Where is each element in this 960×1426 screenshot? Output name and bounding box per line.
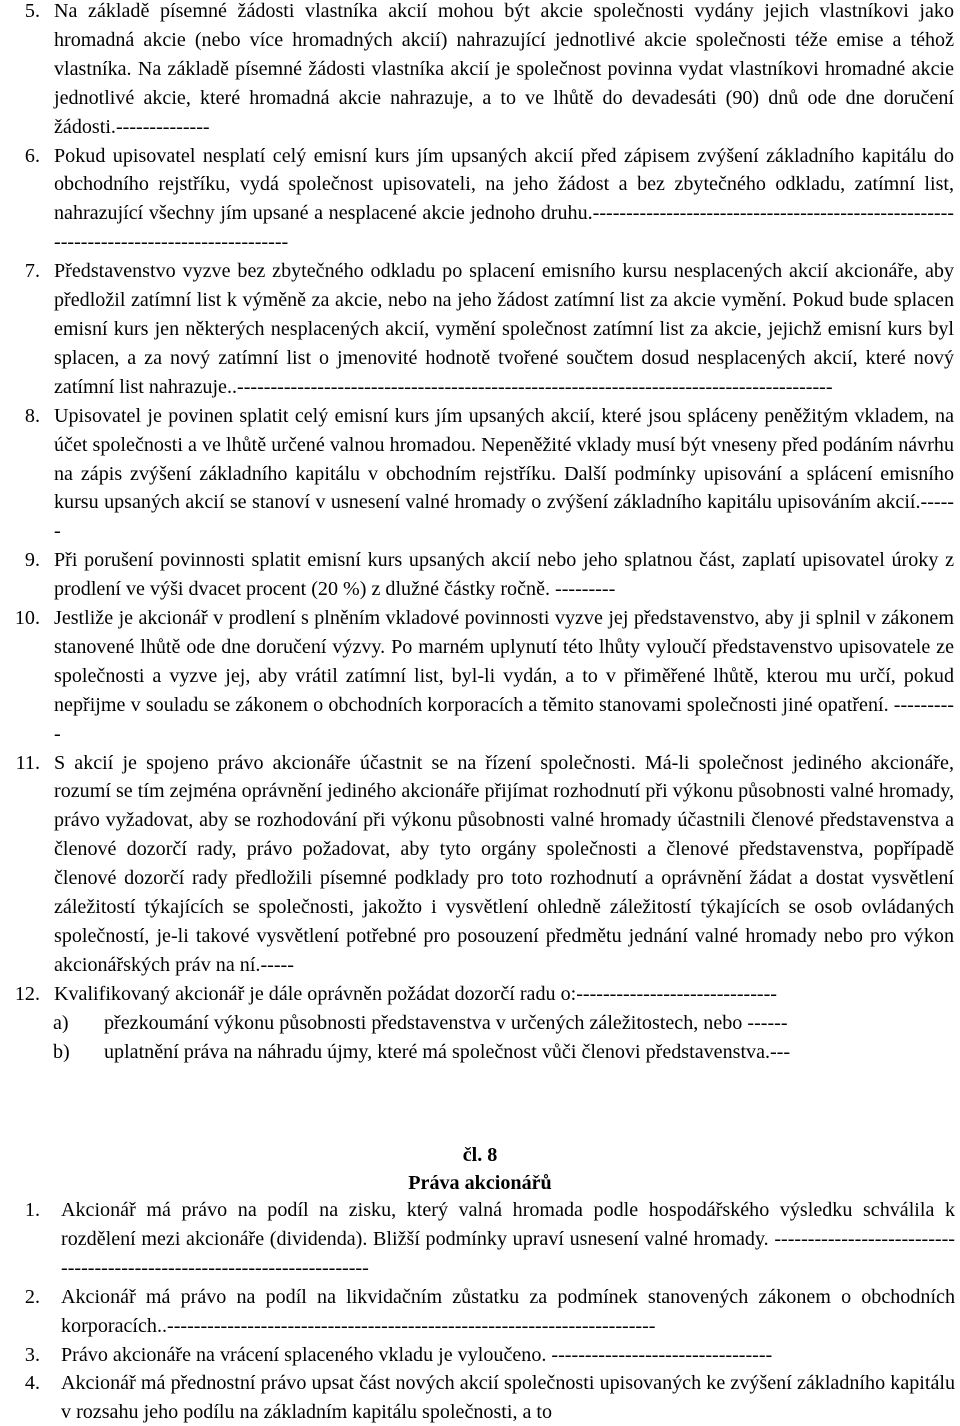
subitem-a xyxy=(53,1009,957,1038)
paragraph-number: 11. xyxy=(15,751,40,774)
subitem-b xyxy=(53,1038,957,1067)
subitem-text: přezkoumání výkonu působnosti představenstva v určených záležitostech, nebo ------ xyxy=(104,1011,788,1034)
paragraph-6 xyxy=(0,142,960,258)
paragraph-3 xyxy=(0,1341,960,1370)
subitem-text: uplatnění práva na náhradu újmy, které má společnost vůči členovi představenstva.--- xyxy=(104,1040,791,1063)
paragraph-text: Na základě písemné žádosti vlastníka akcií mohou být akcie společnosti vydány jejich vlastníkovi jako hromadná akcie (nebo více hromadných akcií) nahrazující jednotlivé akcie společnosti téže emise a téhož vlastníka. Na základě písemné žádosti vlastníka akcií je společnost povinna vydat vlastníkovi hromadné akcie jednotlivé akcie, které hromadná akcie nahrazuje, a to ve lhůtě do devadesáti (90) dnů ode dne doručení žádosti.-------------- xyxy=(54,0,954,138)
paragraph-2 xyxy=(0,1283,960,1341)
article-8-paragraphs xyxy=(0,1196,960,1426)
paragraph-text: Upisovatel je povinen splatit celý emisní kurs jím upsaných akcií, které jsou spláceny peněžitým vkladem, na účet společnosti a ve lhůtě určené valnou hromadou. Nepeněžité vklady musí být vneseny před podáním návrhu na zápis zvýšení základního kapitálu v obchodním rejstříku. Další podmínky upisování a splácení emisního kursu upsaných akcií se stanoví v usnesení valné hromady o zvýšení základního kapitálu upisováním akcií.------ xyxy=(54,404,954,543)
paragraph-text: Jestliže je akcionář v prodlení s plněním vkladové povinnosti vyzve jej představenstvo, aby ji splnil v zákonem stanovené lhůtě ode dne doručení výzvy. Po marném uplynutí této lhůty vyloučí představenstvo upisovatele ze společnosti a vyzve jej, aby vrátil zatímní list, byl-li vydán, a to v přiměřené lhůtě, kterou mu určí, pokud nepřijme v souladu se zákonem o obchodních korporacích a těmito stanovami společnosti jiné opatření. ---------- xyxy=(54,607,954,745)
paragraph-number: 1. xyxy=(24,1199,40,1221)
paragraph-1 xyxy=(0,1196,960,1283)
paragraph-9 xyxy=(0,546,960,604)
paragraph-10 xyxy=(0,604,960,749)
paragraph-text: Akcionář má právo na podíl na zisku, který valná hromada podle hospodářského výsledku schválila k rozdělení mezi akcionáře (dividenda). Bližší podmínky upraví usnesení valné hromady. ------------------------------------------------------------------------- xyxy=(61,1199,955,1279)
paragraph-number: 10. xyxy=(14,607,40,630)
subitem-label: a) xyxy=(53,1011,69,1034)
paragraph-11 xyxy=(0,749,960,980)
paragraph-text: Právo akcionáře na vrácení splaceného vkladu je vyloučeno. --------------------------------- xyxy=(61,1343,773,1366)
paragraph-number: 6. xyxy=(24,144,40,167)
paragraph-number: 12. xyxy=(14,982,40,1005)
paragraph-7 xyxy=(0,257,960,402)
paragraph-4 xyxy=(0,1369,960,1426)
paragraph-text: S akcií je spojeno právo akcionáře účastnit se na řízení společnosti. Má-li společnost jediného akcionáře, rozumí se tím zejména oprávnění jediného akcionáře přijímat rozhodnutí při výkonu působnosti valné hromady, právo vyžadovat, aby se rozhodování při výkonu působnosti valné hromady účastnili členové představenstva a členové dozorčí rady, právo požadovat, aby tyto orgány společnosti a členové představenstva, popřípadě členové dozorčí rady předložili písemné podklady pro toto rozhodnutí a oprávnění žádat a dostat vysvětlení záležitostí týkajících se společnosti, jakožto i vysvětlení ohledně záležitostí týkajících se osob ovládaných společností, je-li takové vysvětlení potřebné pro posouzení předmětu jednání valné hromady nebo pro výkon akcionářských práv na ní.----- xyxy=(54,751,954,976)
paragraph-12 xyxy=(0,980,960,1067)
article-title-heading: Práva akcionářů xyxy=(408,1172,552,1194)
paragraph-number: 3. xyxy=(24,1343,40,1366)
paragraph-number: 8. xyxy=(24,404,40,427)
paragraph-text: Akcionář má právo na podíl na likvidačním zůstatku za podmínek stanovených zákonem o obchodních korporacích..------------------------------------------------------------------------- xyxy=(61,1285,955,1337)
paragraph-text: Pokud upisovatel nesplatí celý emisní kurs jím upsaných akcií před zápisem zvýšení základního kapitálu do obchodního rejstříku, vydá společnost upisovateli, na jeho žádost a bez zbytečného odkladu, zatímní list, nahrazující všechny jím upsané a nesplacené akcie jednoho druhu.----------------------------------------------------------------------------------------- xyxy=(54,144,954,254)
paragraph-number: 5. xyxy=(24,0,40,22)
paragraph-number: 9. xyxy=(24,549,40,572)
paragraph-text: Při porušení povinnosti splatit emisní kurs upsaných akcií nebo jeho splatnou část, zaplatí upisovatel úroky z prodlení ve výši dvacet procent (20 %) z dlužné částky ročně. --------- xyxy=(54,549,954,601)
article-number-heading: čl. 8 xyxy=(462,1144,498,1166)
paragraph-number: 4. xyxy=(24,1372,40,1395)
paragraph-number: 2. xyxy=(24,1285,40,1308)
paragraph-text: Akcionář má přednostní právo upsat část nových akcií společnosti upisovaných ke zvýšení základního kapitálu v rozsahu jeho podílu na základním kapitálu společnosti, a to xyxy=(61,1372,955,1424)
paragraph-text: Kvalifikovaný akcionář je dále oprávněn požádat dozorčí radu o:------------------------------ xyxy=(54,982,777,1005)
paragraph-5 xyxy=(0,0,960,142)
subitem-label: b) xyxy=(53,1040,70,1063)
paragraph-8 xyxy=(0,402,960,547)
paragraph-number: 7. xyxy=(24,260,40,283)
paragraph-text: Představenstvo vyzve bez zbytečného odkladu po splacení emisního kursu nesplacených akcií akcionáře, aby předložil zatímní list k výměně za akcie, nebo na jeho žádost zatímní list za akcie vymění. Pokud bude splacen emisní kurs jen některých nesplacených akcií, vymění společnost zatímní list za akcie, jejichž emisní kurs byl splacen, a za nový zatímní list o jmenovité hodnotě tvořené součtem dosud nesplacených akcií, které nový zatímní list nahrazuje..----------------------------------------------------------------------------------------- xyxy=(54,260,954,398)
